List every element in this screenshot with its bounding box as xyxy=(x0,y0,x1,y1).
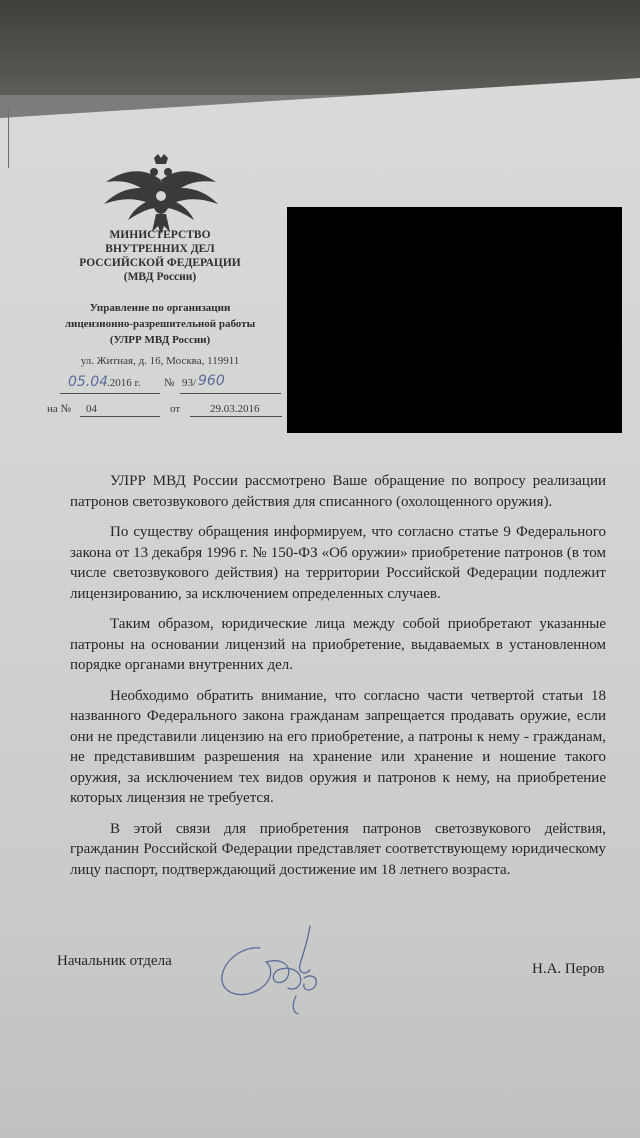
reference-date-underline xyxy=(190,416,282,417)
body-paragraph: В этой связи для приобретения патронов светозвукового действия, гражданин Российской Федерации представляет соответствующему юридическому лицу паспорт, подтверждающий достижение им 18 летнего возраста. xyxy=(70,820,606,878)
department-line: Управление по организации xyxy=(89,302,231,314)
signer-name: Н.А. Перов xyxy=(532,961,605,977)
ministry-line: РОССИЙСКОЙ ФЕДЕРАЦИИ xyxy=(79,257,241,269)
letter-body xyxy=(70,471,606,890)
department-line: (УЛРР МВД России) xyxy=(109,334,211,346)
reference-number-underline xyxy=(80,416,160,417)
ministry-line: ВНУТРЕННИХ ДЕЛ xyxy=(105,243,215,255)
outgoing-year: .2016 г. xyxy=(107,377,141,389)
background-desk xyxy=(0,0,640,95)
reference-number: 04 xyxy=(86,403,97,415)
outgoing-number-label: № xyxy=(164,377,175,389)
body-paragraph: Таким образом, юридические лица между собой приобретают указанные патроны на основании лицензий на приобретение, выдаваемых в установленном порядке органами внутренних дел. xyxy=(70,616,606,673)
outgoing-number-printed: 93/ xyxy=(182,377,197,389)
department-line: лицензионно-разрешительной работы xyxy=(64,318,256,330)
reference-label: на № xyxy=(47,403,72,415)
outgoing-number-handwritten: 960 xyxy=(198,373,225,389)
outgoing-date-underline xyxy=(60,393,160,394)
address-line: ул. Житная, д. 16, Москва, 119911 xyxy=(80,355,240,367)
department-name-block xyxy=(50,300,270,348)
double-headed-eagle-emblem-icon xyxy=(96,150,226,235)
signer-position: Начальник отдела xyxy=(57,953,172,969)
handwritten-signature xyxy=(200,918,360,1018)
ministry-line: МИНИСТЕРСТВО xyxy=(109,229,211,241)
outgoing-number-underline xyxy=(180,393,281,394)
body-paragraph: Необходимо обратить внимание, что согласно части четвертой статьи 18 названного Федерального закона гражданам запрещается продавать оружие, если они не представили лицензию на его приобретение, а патроны к нему - гражданам, не представившим разрешения на хранение или хранение и ношение такого оружия, за исключением тех видов оружия и патронов к нему, на приобретение которых лицензия не требуется. xyxy=(70,687,606,806)
reference-from-label: от xyxy=(170,403,181,415)
ministry-line: (МВД России) xyxy=(123,271,197,283)
paper-fold-mark xyxy=(0,108,9,168)
redacted-addressee-block xyxy=(287,207,622,433)
reference-date: 29.03.2016 xyxy=(210,403,260,415)
outgoing-date-handwritten: 05.04 xyxy=(68,374,109,390)
ministry-name-block xyxy=(60,228,260,284)
body-paragraph: По существу обращения информируем, что согласно статье 9 Федерального закона от 13 декабря 1996 г. № 150-ФЗ «Об оружии» приобретение патронов (в том числе светозвукового действия) на территории Российской Федерации подлежит лицензированию, за исключением определенных случаев. xyxy=(70,524,606,602)
body-paragraph: УЛРР МВД России рассмотрено Ваше обращение по вопросу реализации патронов светозвукового действия для списанного (охолощенного оружия). xyxy=(70,473,606,510)
